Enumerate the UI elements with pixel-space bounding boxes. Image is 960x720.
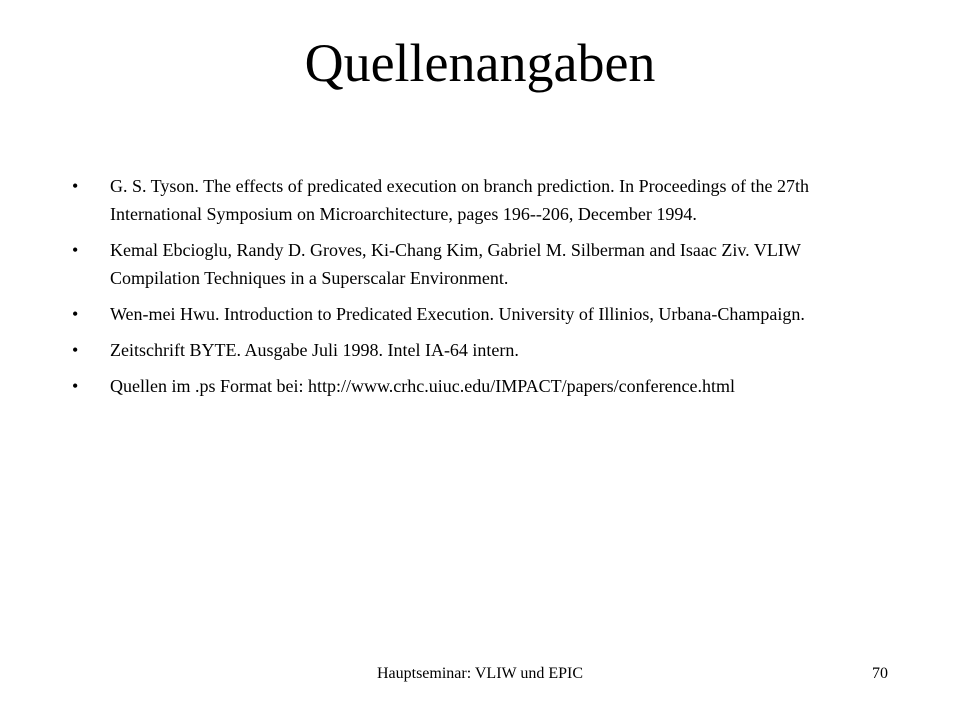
reference-item bbox=[72, 300, 884, 328]
reference-item bbox=[72, 372, 884, 400]
reference-text: Quellen im .ps Format bei: http://www.crhc.uiuc.edu/IMPACT/papers/conference.html bbox=[110, 376, 736, 396]
reference-item bbox=[72, 236, 884, 292]
slide-title: Quellenangaben bbox=[304, 33, 656, 93]
page-number: 70 bbox=[872, 665, 888, 682]
reference-text: Wen-mei Hwu. Introduction to Predicated Execution. University of Illinios, Urbana-Champaign. bbox=[110, 304, 805, 324]
reference-list bbox=[72, 172, 884, 408]
footer-title: Hauptseminar: VLIW und EPIC bbox=[376, 665, 584, 682]
reference-item bbox=[72, 172, 884, 228]
reference-item bbox=[72, 336, 884, 364]
bullet-icon: • bbox=[72, 376, 79, 396]
reference-text: Kemal Ebcioglu, Randy D. Groves, Ki-Chang Kim, Gabriel M. Silberman and Isaac Ziv. VLIW Compilation Techniques in a Superscalar Environment. bbox=[110, 240, 801, 288]
bullet-icon: • bbox=[72, 240, 79, 260]
bullet-icon: • bbox=[72, 176, 79, 196]
bullet-icon: • bbox=[72, 304, 79, 324]
reference-text: Zeitschrift BYTE. Ausgabe Juli 1998. Intel IA-64 intern. bbox=[110, 340, 519, 360]
reference-text: G. S. Tyson. The effects of predicated execution on branch prediction. In Proceedings of the 27th International Symposium on Microarchitecture, pages 196--206, December 1994. bbox=[110, 176, 810, 224]
bullet-icon: • bbox=[72, 340, 79, 360]
